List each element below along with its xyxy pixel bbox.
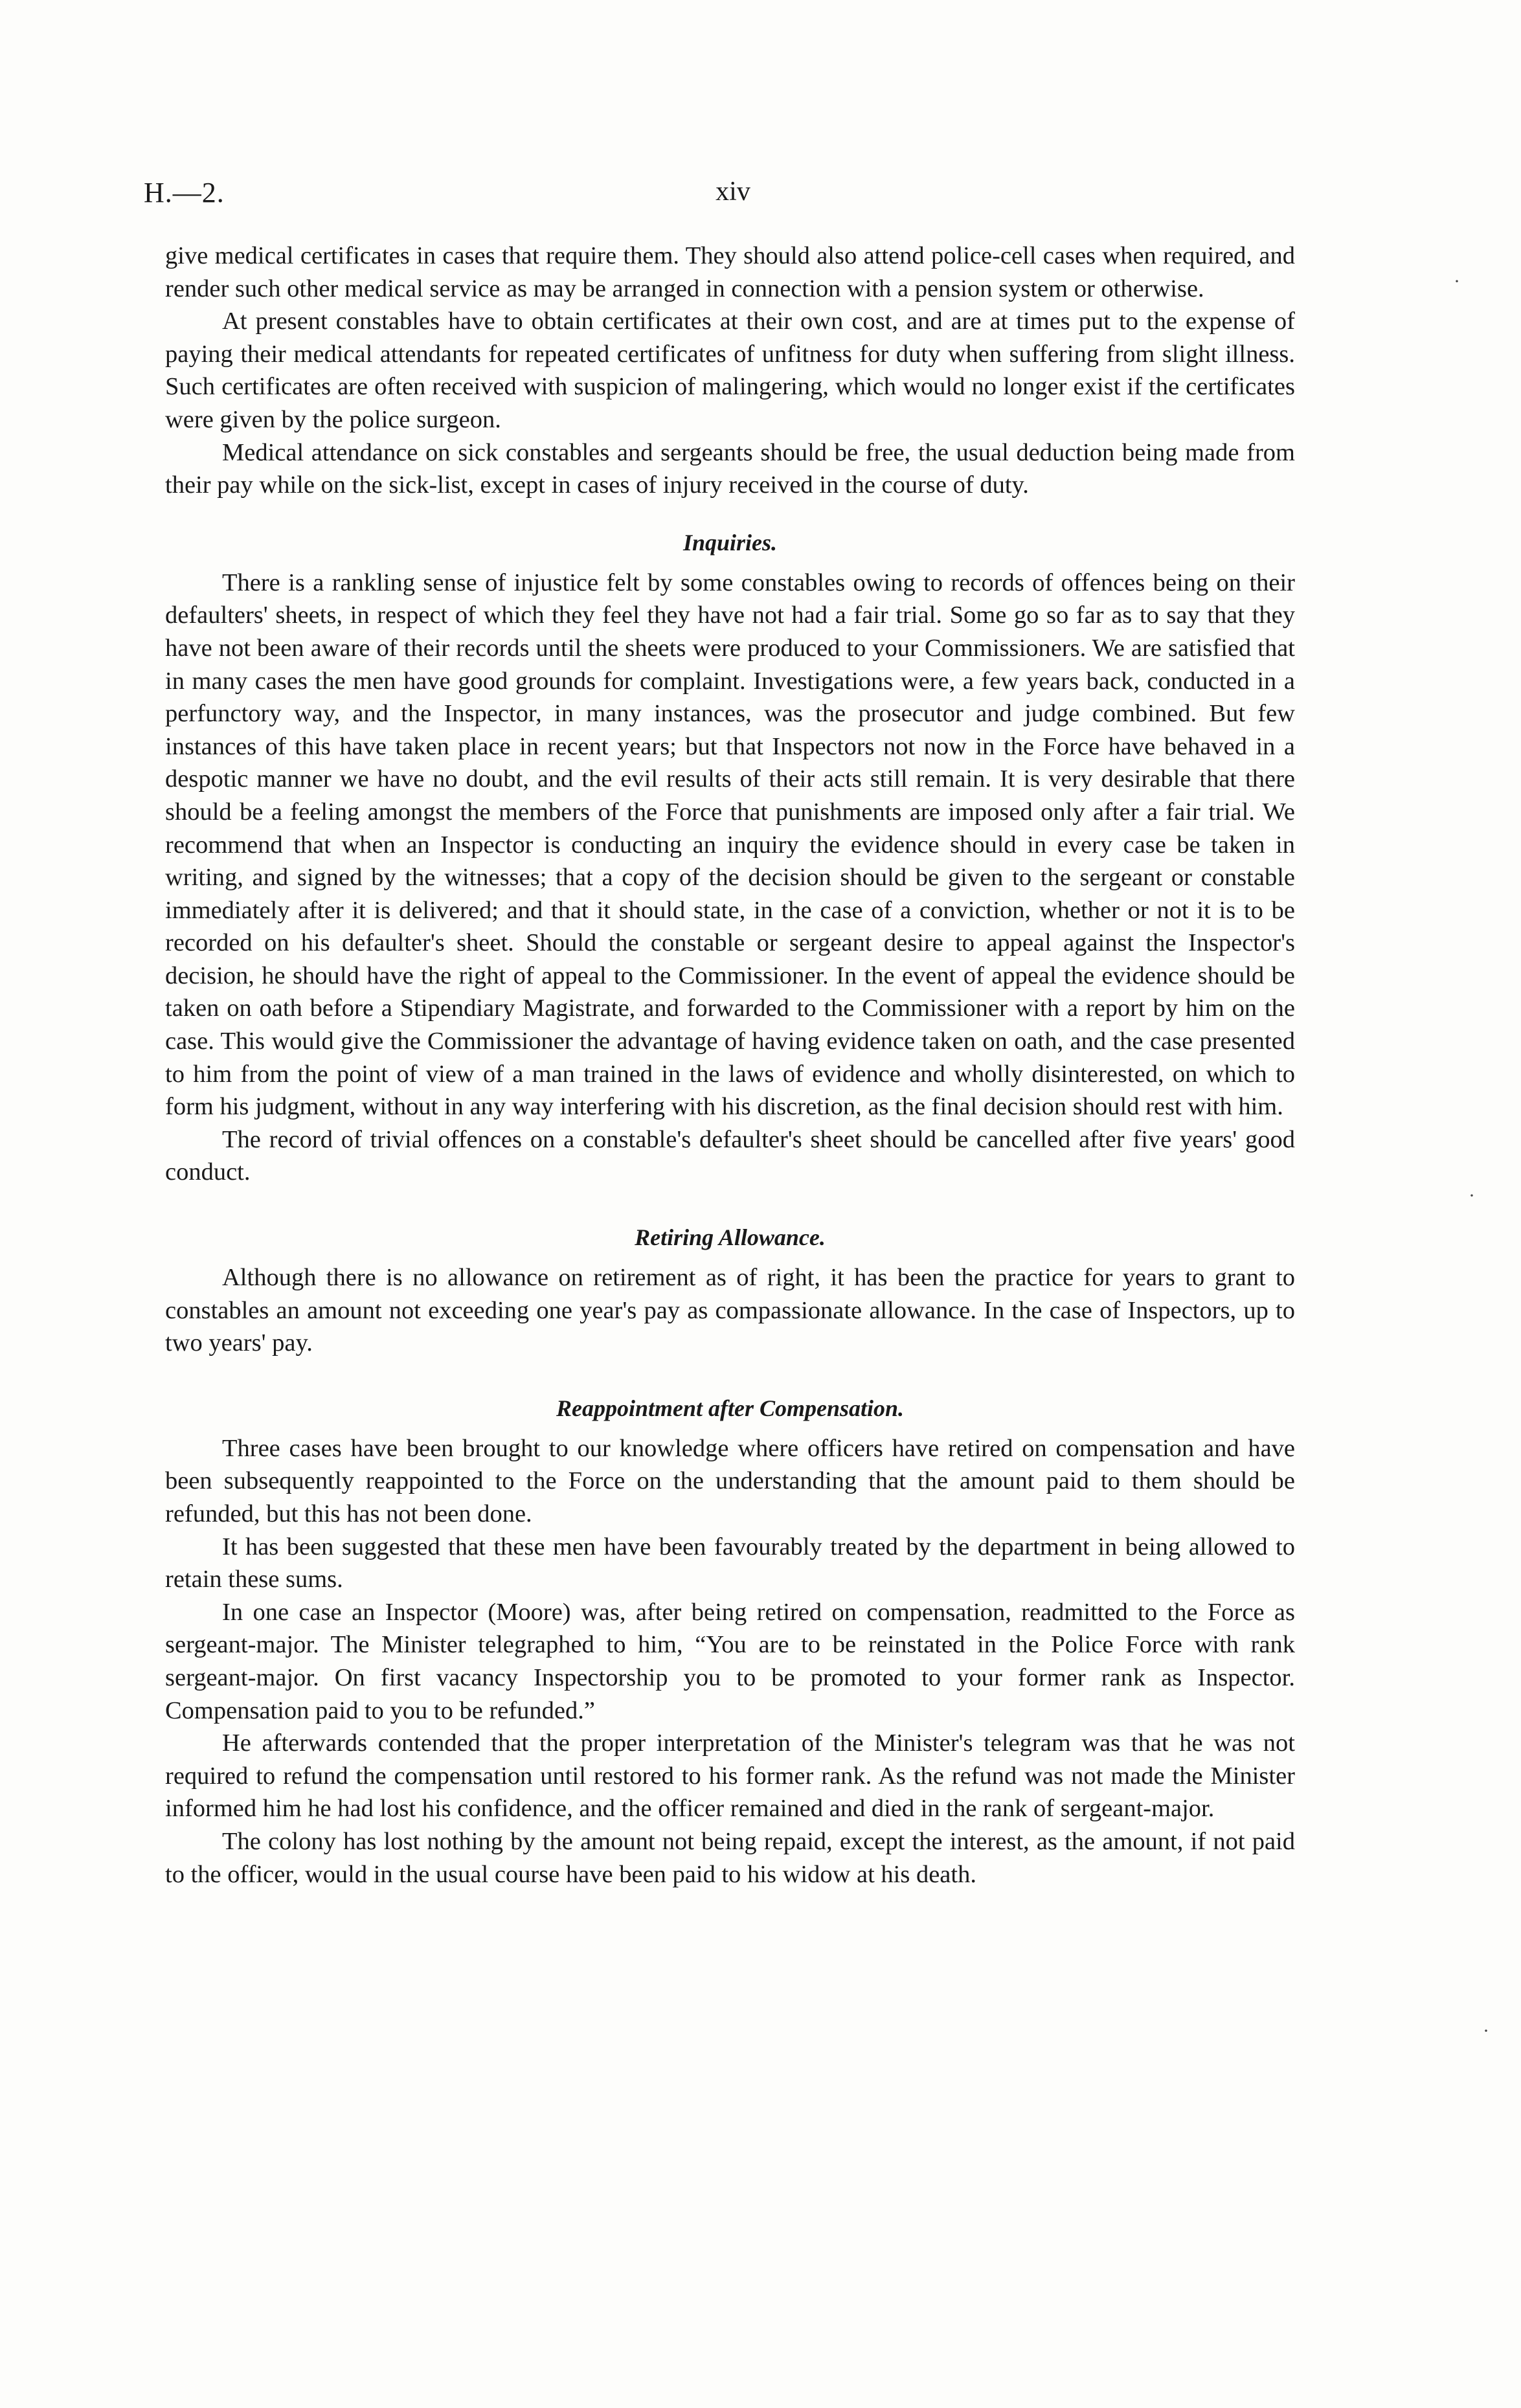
paragraph: Although there is no allowance on retirement as of right, it has been the practice for years to grant to constables an amount not exceeding one year's pay as compassionate allowance. In the case of Inspectors, up to two years' pay. <box>165 1264 1295 1357</box>
paragraph: It has been suggested that these men have been favourably treated by the department in being allowed to retain these sums. <box>165 1533 1295 1593</box>
document-id: H.—2. <box>144 177 225 208</box>
margin-speck: · <box>1454 271 1460 292</box>
margin-speck: · <box>1483 2020 1489 2042</box>
paragraph: At present constables have to obtain certificates at their own cost, and are at times put to the expense of paying their medical attendants for repeated certificates of unfitness for duty when suffering from slight illness. Such certificates are often received with suspicion of malingering, which would no longer exist if the certificates were given by the police surgeon. <box>165 308 1295 433</box>
paragraph: Three cases have been brought to our knowledge where officers have retired on compensation and have been subsequently reappointed to the Force on the understanding that the amount paid to them should be refunded, but this has not been done. <box>165 1434 1295 1527</box>
paragraph: There is a rankling sense of injustice felt by some constables owing to records of offences being on their defaulters' sheets, in respect of which they feel they have not had a fair trial. Some go so far as to say that they have not been aware of their records until the sheets were produced to your Commissioners. We are satisfied that in many cases the men have good grounds for complaint. Investigations were, a few years back, conducted in a perfunctory way, and the Inspector, in many instances, was the prosecutor and judge combined. But few instances of this have taken place in recent years; but that Inspectors not now in the Force have behaved in a despotic manner we have no doubt, and the evil results of their acts still remain. It is very desirable that there should be a feeling amongst the members of the Force that punishments are imposed only after a fair trial. We recommend that when an Inspector is conducting an inquiry the evidence should in every case be taken in writing, and signed by the witnesses; that a copy of the decision should be given to the sergeant or constable immediately after it is delivered; and that it should state, in the case of a conviction, whether or not it is to be recorded on his defaulter's sheet. Should the constable or sergeant desire to appeal against the Inspector's decision, he should have the right of appeal to the Commissioner. In the event of appeal the evidence should be taken on oath before a Stipendiary Magistrate, and forwarded to the Commissioner with a report by him on the case. This would give the Commissioner the advantage of having evidence taken on oath, and the case presented to him from the point of view of a man trained in the laws of evidence and wholly disinterested, on which to form his judgment, without in any way interfering with his discretion, as the final decision should rest with him. <box>165 568 1295 1121</box>
body-text <box>165 240 1295 1891</box>
paragraph: The record of trivial offences on a constable's defaulter's sheet should be cancelled after five years' good conduct. <box>165 1125 1295 1186</box>
margin-speck: · <box>1469 1185 1475 1206</box>
section-heading-retiring-allowance: Retiring Allowance. <box>635 1224 826 1251</box>
section-heading-reappointment: Reappointment after Compensation. <box>556 1395 905 1421</box>
paragraph: He afterwards contended that the proper interpretation of the Minister's telegram was that he was not required to refund the compensation until restored to his former rank. As the refund was not made the Minister informed him he had lost his confidence, and the officer remained and died in the rank of sergeant-major. <box>165 1729 1295 1823</box>
page-number: xiv <box>715 177 750 207</box>
paragraph: Medical attendance on sick constables and sergeants should be free, the usual deduction being made from their pay while on the sick-list, except in cases of injury received in the course of duty. <box>165 438 1295 499</box>
paragraph: In one case an Inspector (Moore) was, after being retired on compensation, readmitted to the Force as sergeant-major. The Minister telegraphed to him, “You are to be reinstated in the Police Force with rank sergeant-major. On first vacancy Inspectorship you to be promoted to your former rank as Inspector. Compensation paid to you to be refunded.” <box>165 1598 1295 1724</box>
running-head <box>144 176 1322 215</box>
section-heading-inquiries: Inquiries. <box>682 529 778 556</box>
paragraph: give medical certificates in cases that require them. They should also attend police-cell cases when required, and render such other medical service as may be arranged in connection with a pension system or otherwise. <box>165 242 1295 302</box>
paragraph: The colony has lost nothing by the amount not being repaid, except the interest, as the amount, if not paid to the officer, would in the usual course have been paid to his widow at his death. <box>165 1827 1295 1888</box>
